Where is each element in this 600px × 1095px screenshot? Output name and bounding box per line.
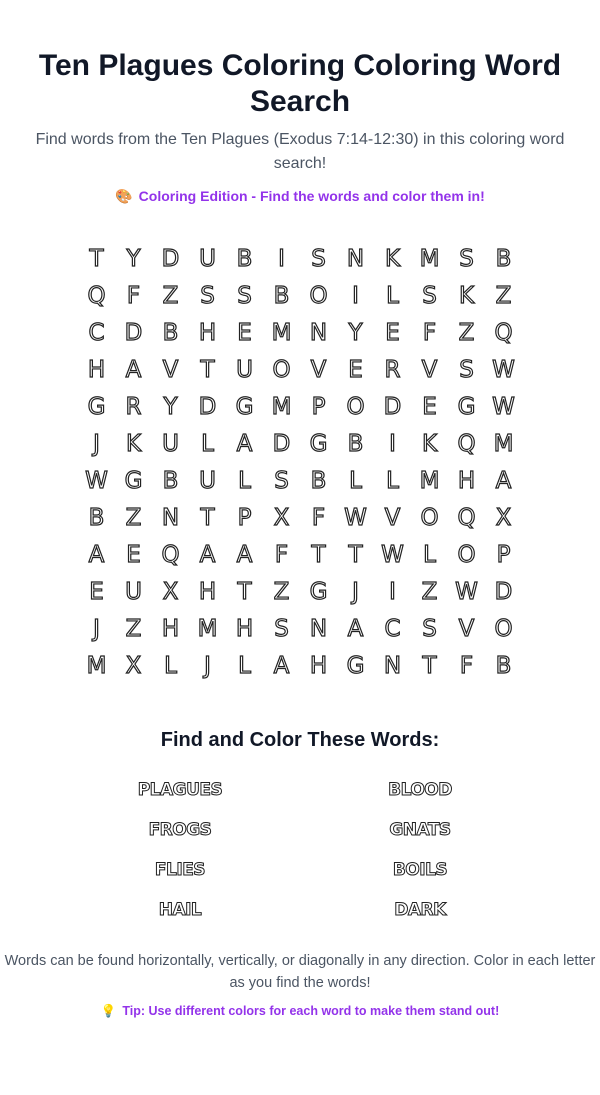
edition-banner [0, 186, 600, 206]
word-list-item: DARK [394, 900, 446, 920]
grid-cell[interactable]: B [347, 430, 364, 457]
grid-cell[interactable]: M [419, 245, 440, 272]
grid-cell[interactable]: E [422, 393, 437, 420]
grid-cell[interactable]: P [237, 504, 252, 531]
grid-cell[interactable]: T [200, 356, 215, 383]
grid-cell[interactable]: A [199, 541, 216, 568]
grid-cell[interactable]: B [236, 245, 253, 272]
grid-cell[interactable]: H [87, 356, 106, 383]
word-list-item: HAIL [158, 900, 202, 920]
grid-cell[interactable]: L [238, 467, 251, 494]
grid-cell[interactable]: S [459, 245, 474, 272]
grid-cell[interactable]: H [235, 615, 254, 642]
grid-cell[interactable]: G [346, 652, 365, 679]
grid-cell[interactable]: E [237, 319, 252, 346]
grid-cell[interactable]: H [309, 652, 328, 679]
grid-cell[interactable]: M [197, 615, 218, 642]
grid-cell[interactable]: W [455, 578, 478, 605]
grid-cell[interactable]: I [352, 282, 359, 309]
grid-cell[interactable]: L [201, 430, 214, 457]
grid-cell[interactable]: T [89, 245, 104, 272]
grid-cell[interactable]: V [421, 356, 438, 383]
grid-cell[interactable]: K [421, 430, 438, 457]
grid-cell[interactable]: G [309, 430, 328, 457]
grid-cell[interactable]: H [457, 467, 476, 494]
word-list-item: PLAGUES [137, 780, 223, 800]
grid-cell[interactable]: N [383, 652, 402, 679]
word-list-item: FLIES [154, 860, 206, 880]
grid-cell[interactable]: O [457, 541, 476, 568]
grid-cell[interactable]: R [125, 393, 142, 420]
grid-cell[interactable]: B [162, 319, 179, 346]
grid-cell[interactable]: S [274, 467, 289, 494]
grid-cell[interactable]: A [495, 467, 512, 494]
grid-cell[interactable]: O [420, 504, 439, 531]
grid-cell[interactable]: H [198, 578, 217, 605]
grid-cell[interactable]: F [459, 652, 474, 679]
grid-cell[interactable]: A [236, 541, 253, 568]
grid-cell[interactable]: Z [273, 578, 290, 605]
grid-cell[interactable]: B [273, 282, 290, 309]
grid-cell[interactable]: T [237, 578, 252, 605]
grid-cell[interactable]: Y [163, 393, 178, 420]
grid-cell[interactable]: J [93, 430, 100, 457]
grid-cell[interactable]: O [272, 356, 291, 383]
grid-cell[interactable]: B [495, 652, 512, 679]
grid-cell[interactable]: Z [125, 504, 142, 531]
grid-cell[interactable]: C [88, 319, 105, 346]
grid-cell[interactable]: D [161, 245, 180, 272]
grid-cell[interactable]: X [125, 652, 142, 679]
grid-cell[interactable]: N [309, 615, 328, 642]
grid-cell[interactable]: S [422, 615, 437, 642]
grid-cell[interactable]: M [419, 467, 440, 494]
grid-cell[interactable]: X [162, 578, 179, 605]
word-list-item: GNATS [389, 820, 451, 840]
grid-cell[interactable]: H [198, 319, 217, 346]
grid-cell[interactable]: W [85, 467, 108, 494]
grid-cell[interactable]: J [352, 578, 359, 605]
grid-cell[interactable]: A [273, 652, 290, 679]
word-list [60, 770, 540, 930]
grid-cell[interactable]: G [309, 578, 328, 605]
grid-cell[interactable]: S [422, 282, 437, 309]
word-list-item: BLOOD [388, 780, 452, 800]
grid-cell[interactable]: S [200, 282, 215, 309]
grid-cell[interactable]: A [347, 615, 364, 642]
grid-cell[interactable]: Q [457, 504, 476, 531]
grid-cell[interactable]: Z [125, 615, 142, 642]
instructions-text: Words can be found horizontally, vertically, or diagonally in any direction. Color in each letter as you find the words! [4, 953, 596, 991]
grid-cell[interactable]: W [344, 504, 367, 531]
grid-cell[interactable]: L [164, 652, 177, 679]
grid-cell[interactable]: M [271, 319, 292, 346]
grid-cell[interactable]: W [492, 356, 515, 383]
grid-cell[interactable]: I [278, 245, 285, 272]
grid-cell[interactable]: M [271, 393, 292, 420]
word-list-heading: Find and Color These Words: [160, 729, 440, 751]
grid-cell[interactable]: Q [161, 541, 180, 568]
edition-text: Coloring Edition - Find the words and color them in! [138, 188, 485, 204]
tip-banner [0, 1002, 600, 1020]
grid-cell[interactable]: W [381, 541, 404, 568]
grid-cell[interactable]: V [162, 356, 179, 383]
grid-cell[interactable]: E [89, 578, 104, 605]
grid-cell[interactable]: I [389, 430, 396, 457]
grid-cell[interactable]: G [87, 393, 106, 420]
grid-cell[interactable]: O [494, 615, 513, 642]
grid-cell[interactable]: Q [494, 319, 513, 346]
grid-cell[interactable]: C [384, 615, 401, 642]
grid-cell[interactable]: M [86, 652, 107, 679]
word-list-item: BOILS [392, 860, 448, 880]
grid-cell[interactable]: J [93, 615, 100, 642]
grid-cell[interactable]: R [384, 356, 401, 383]
grid-cell[interactable]: I [389, 578, 396, 605]
grid-cell[interactable]: K [384, 245, 401, 272]
grid-cell[interactable]: A [88, 541, 105, 568]
grid-cell[interactable]: U [236, 356, 253, 383]
grid-cell[interactable]: L [386, 467, 399, 494]
grid-cell[interactable]: Z [421, 578, 438, 605]
grid-cell[interactable]: N [309, 319, 328, 346]
grid-cell[interactable]: J [204, 652, 211, 679]
grid-cell[interactable]: O [309, 282, 328, 309]
grid-cell[interactable]: L [349, 467, 362, 494]
grid-cell[interactable]: B [162, 467, 179, 494]
grid-cell[interactable]: S [237, 282, 252, 309]
grid-cell[interactable]: X [495, 504, 512, 531]
grid-cell[interactable]: Z [458, 319, 475, 346]
grid-cell[interactable]: S [459, 356, 474, 383]
grid-cell[interactable]: A [236, 430, 253, 457]
grid-cell[interactable]: Q [457, 430, 476, 457]
grid-cell[interactable]: N [161, 504, 180, 531]
grid-cell[interactable]: B [88, 504, 105, 531]
grid-cell[interactable]: F [274, 541, 289, 568]
grid-cell[interactable]: L [386, 282, 399, 309]
letter-grid [78, 240, 522, 684]
grid-cell[interactable]: V [310, 356, 327, 383]
grid-cell[interactable]: V [384, 504, 401, 531]
grid-cell[interactable]: F [422, 319, 437, 346]
grid-cell[interactable]: N [346, 245, 365, 272]
grid-cell[interactable]: Z [162, 282, 179, 309]
grid-cell[interactable]: T [200, 504, 215, 531]
page-title: Ten Plagues Coloring Coloring Word Search [38, 49, 562, 118]
grid-cell[interactable]: G [457, 393, 476, 420]
grid-cell[interactable]: K [458, 282, 475, 309]
grid-cell[interactable]: L [423, 541, 436, 568]
word-list-item: FROGS [148, 820, 212, 840]
grid-cell[interactable]: E [385, 319, 400, 346]
grid-cell[interactable]: E [126, 541, 141, 568]
tip-text: Tip: Use different colors for each word to make them stand out! [122, 1004, 500, 1018]
grid-cell[interactable]: P [496, 541, 511, 568]
grid-cell[interactable]: F [126, 282, 141, 309]
grid-cell[interactable]: F [311, 504, 326, 531]
grid-cell[interactable]: Q [87, 282, 106, 309]
grid-cell[interactable]: U [125, 578, 142, 605]
grid-cell[interactable]: D [124, 319, 143, 346]
grid-cell[interactable]: L [238, 652, 251, 679]
grid-cell[interactable]: E [348, 356, 363, 383]
grid-cell[interactable]: P [311, 393, 326, 420]
grid-cell[interactable]: H [161, 615, 180, 642]
grid-cell[interactable]: Z [495, 282, 512, 309]
grid-cell[interactable]: U [199, 467, 216, 494]
grid-cell[interactable]: G [124, 467, 143, 494]
grid-cell[interactable]: D [494, 578, 513, 605]
grid-cell[interactable]: D [272, 430, 291, 457]
grid-cell[interactable]: T [422, 652, 437, 679]
grid-cell[interactable]: K [125, 430, 142, 457]
page-subtitle: Find words from the Ten Plagues (Exodus 7:14-12:30) in this coloring word search! [35, 131, 565, 172]
lightbulb-icon: 💡 [100, 1004, 117, 1018]
grid-cell[interactable]: B [310, 467, 327, 494]
grid-cell[interactable]: S [274, 615, 289, 642]
word-search-page [0, 48, 600, 1020]
grid-cell[interactable]: M [493, 430, 514, 457]
grid-cell[interactable]: T [311, 541, 326, 568]
grid-cell[interactable]: U [162, 430, 179, 457]
grid-cell[interactable]: T [348, 541, 363, 568]
grid-cell[interactable]: V [458, 615, 475, 642]
grid-cell[interactable]: D [198, 393, 217, 420]
grid-cell[interactable]: Y [126, 245, 141, 272]
palette-icon: 🎨 [115, 188, 133, 204]
grid-cell[interactable]: Y [348, 319, 363, 346]
grid-cell[interactable]: A [125, 356, 142, 383]
grid-cell[interactable]: U [199, 245, 216, 272]
grid-cell[interactable]: B [495, 245, 512, 272]
grid-cell[interactable]: X [273, 504, 290, 531]
grid-cell[interactable]: W [492, 393, 515, 420]
grid-cell[interactable]: D [383, 393, 402, 420]
grid-cell[interactable]: S [311, 245, 326, 272]
grid-cell[interactable]: G [235, 393, 254, 420]
grid-cell[interactable]: O [346, 393, 365, 420]
